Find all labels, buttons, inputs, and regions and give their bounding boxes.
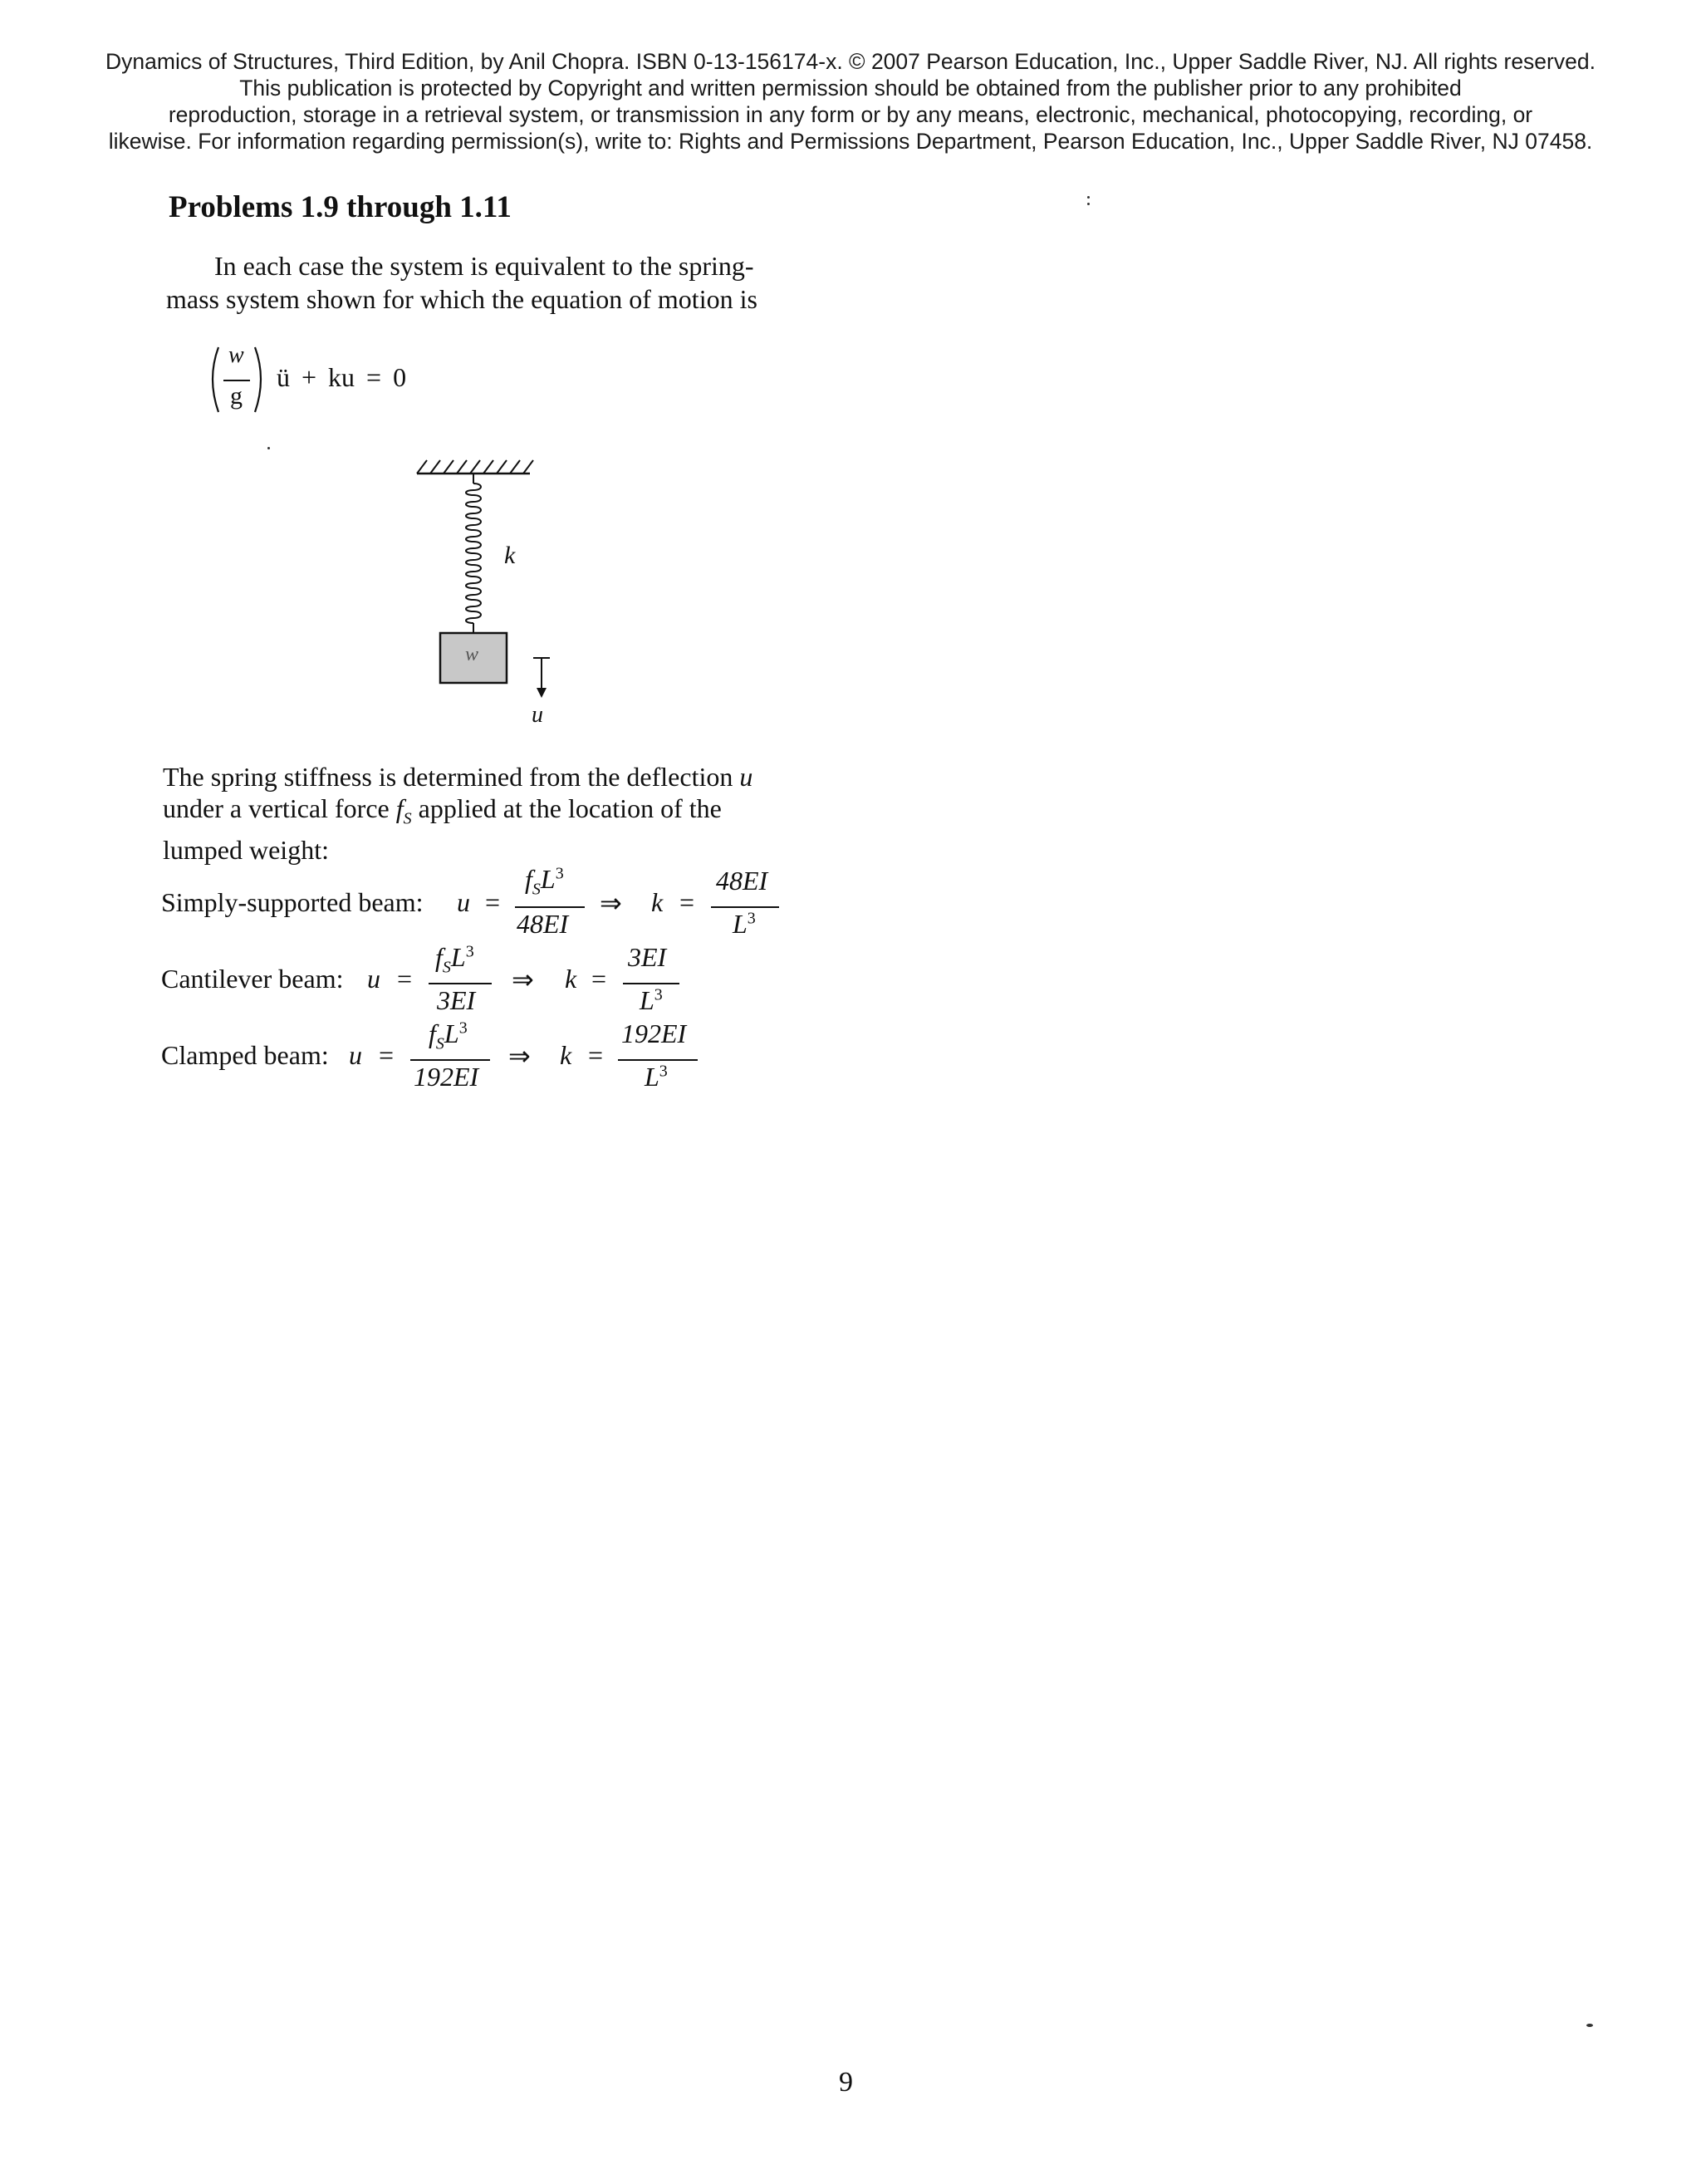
equation-of-motion [205, 341, 471, 424]
u-symbol: u [349, 1040, 362, 1070]
intro-paragraph [166, 249, 757, 316]
u-symbol: u [457, 887, 470, 917]
subscript: S [532, 880, 541, 899]
problem-heading: Problems 1.9 through 1.11 [169, 190, 512, 224]
arrowhead-icon [537, 688, 547, 698]
text: applied at the location of the [411, 793, 722, 823]
spring-label: k [504, 542, 516, 569]
copyright-notice [83, 48, 1618, 155]
exponent: 3 [458, 1018, 468, 1038]
k-symbol: k [560, 1040, 572, 1070]
mass-label: w [465, 644, 479, 665]
scan-speck [1087, 196, 1090, 199]
denominator: 192EI [414, 1062, 479, 1092]
scan-speck [1087, 203, 1090, 205]
exponent: 3 [555, 864, 564, 883]
denominator: 48EI [517, 909, 569, 939]
fraction-bar [515, 906, 585, 908]
exponent: 3 [747, 909, 756, 928]
denominator: 3EI [437, 985, 476, 1015]
stiffness-line [163, 793, 752, 834]
copyright-line: likewise. For information regarding permission(s), write to: Rights and Permissions Department, Pearson Education, Inc., Upper Saddle River, NJ 07458. [108, 129, 1593, 154]
intro-line: In each case the system is equivalent to the spring- [214, 251, 754, 281]
scan-speck [267, 447, 270, 449]
stiffness-line: lumped weight: [163, 835, 329, 866]
spring-mass-figure [399, 449, 615, 723]
f-symbol: f [435, 942, 443, 972]
page-number: 9 [839, 2067, 853, 2098]
fraction-bar [623, 983, 679, 984]
numerator [435, 942, 474, 977]
exponent: 3 [465, 942, 474, 961]
ceiling-hatch [417, 460, 533, 474]
var-f: f [395, 793, 404, 823]
fraction-bar [711, 906, 779, 908]
u-symbol: u [367, 964, 380, 994]
fraction-bar [429, 983, 492, 984]
L-symbol: L [640, 985, 654, 1015]
beam-label: Cantilever beam: [161, 964, 344, 994]
stiffness-paragraph [163, 761, 752, 866]
numerator [429, 1018, 468, 1053]
implies-icon: ⇒ [600, 888, 622, 918]
fraction-bar [410, 1059, 490, 1061]
copyright-line: Dynamics of Structures, Third Edition, by Anil Chopra. ISBN 0-13-156174-x. © 2007 Pearson Education, Inc., Upper Saddle River, NJ. All rights reserved. [105, 49, 1596, 74]
copyright-line: This publication is protected by Copyright and written permission should be obtained from the publisher prior to any prohibited [239, 76, 1462, 101]
weight-symbol: w [228, 342, 244, 368]
f-symbol: f [429, 1018, 436, 1048]
beam-label: Clamped beam: [161, 1040, 329, 1070]
implies-icon: ⇒ [512, 964, 534, 994]
exponent: 3 [659, 1062, 668, 1081]
subscript: S [435, 1034, 444, 1053]
copyright-line: reproduction, storage in a retrieval system, or transmission in any form or by any means, electronic, mechanical, photocopying, recording, or [168, 102, 1533, 127]
subscript: S [442, 958, 451, 977]
equals-sign: = [397, 964, 413, 994]
text: under a vertical force [163, 793, 396, 823]
intro-line: mass system shown for which the equation of motion is [166, 284, 757, 314]
denominator [733, 909, 756, 940]
subscript-s: S [403, 809, 412, 828]
L-symbol: L [444, 1018, 459, 1048]
equals-sign: = [485, 887, 501, 917]
spring [466, 474, 481, 633]
denominator [645, 1062, 668, 1092]
f-symbol: f [525, 864, 532, 894]
equals-sign: = [591, 964, 607, 994]
numerator: 48EI [716, 866, 768, 896]
text: The spring stiffness is determined from the deflection [163, 762, 740, 792]
beam-label: Simply-supported beam: [161, 887, 424, 917]
scan-speck [1586, 2024, 1593, 2027]
var-u: u [739, 762, 753, 792]
L-symbol: L [450, 942, 466, 972]
equals-sign: = [588, 1040, 604, 1070]
fraction-bar [618, 1059, 698, 1061]
exponent: 3 [654, 985, 663, 1004]
L-symbol: L [645, 1062, 659, 1092]
numerator: 192EI [621, 1018, 687, 1048]
k-symbol: k [565, 964, 577, 994]
equals-sign: = [379, 1040, 395, 1070]
k-symbol: k [651, 887, 664, 917]
L-symbol: L [733, 909, 748, 939]
denominator [640, 985, 663, 1016]
numerator: 3EI [628, 942, 667, 972]
stiffness-line [163, 761, 752, 793]
gravity-symbol: g [230, 382, 243, 410]
equals-sign: = [679, 887, 695, 917]
displacement-label: u [532, 702, 543, 728]
equation-terms: ü + ku = 0 [277, 362, 407, 392]
implies-icon: ⇒ [508, 1041, 531, 1071]
L-symbol: L [540, 864, 556, 894]
numerator [525, 864, 564, 899]
